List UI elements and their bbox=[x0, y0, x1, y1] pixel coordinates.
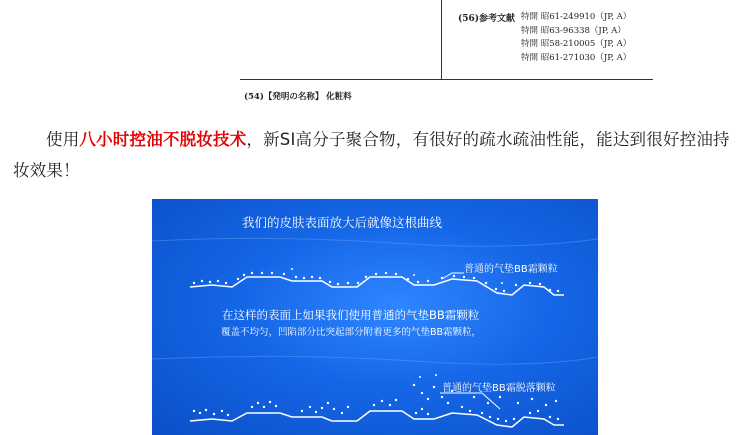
invention-title bbox=[244, 90, 352, 102]
references-list bbox=[521, 11, 631, 65]
reference-item: 特開 昭58-210005（JP, A） bbox=[521, 39, 632, 49]
skin-surface-illustration bbox=[152, 199, 598, 435]
description-paragraph bbox=[13, 124, 738, 186]
invention-title-label: (54)【発明の名称】 bbox=[244, 92, 324, 102]
references-heading: (56)参考文献 bbox=[458, 14, 516, 24]
reference-item: 特開 昭61-249910（JP, A） bbox=[521, 12, 632, 22]
skin-curve-lower bbox=[190, 411, 564, 427]
table-divider-horizontal bbox=[240, 79, 653, 80]
illustration-heading: 我们的皮肤表面放大后就像这根曲线 bbox=[242, 215, 443, 230]
skin-curve-upper bbox=[190, 277, 564, 295]
paragraph-lead: 使用 bbox=[46, 130, 80, 149]
highlight-technology: 八小时控油不脱妆技术 bbox=[79, 130, 247, 149]
caption-main: 在这样的表面上如果我们使用普通的气垫BB霜颗粒 bbox=[222, 308, 480, 322]
label-normal-particles: 普通的气垫BB霜颗粒 bbox=[464, 264, 558, 275]
paragraph-rest: ，新SI高分子聚合物，有很好的疏水疏油性能，能达到很好控油持妆效果！ bbox=[13, 130, 730, 180]
reference-item: 特開 昭63-96338（JP, A） bbox=[521, 25, 626, 36]
label-falling-particles: 普通的气垫BB霜脱落颗粒 bbox=[442, 383, 556, 394]
table-divider-vertical bbox=[441, 0, 442, 80]
reference-item: 特開 昭61-271030（JP, A） bbox=[521, 52, 632, 63]
patent-document-snippet bbox=[0, 0, 750, 110]
invention-title-value: 化粧料 bbox=[326, 92, 352, 102]
caption-sub: 覆盖不均匀，凹陷部分比突起部分附着更多的气垫BB霜颗粒， bbox=[221, 327, 482, 338]
